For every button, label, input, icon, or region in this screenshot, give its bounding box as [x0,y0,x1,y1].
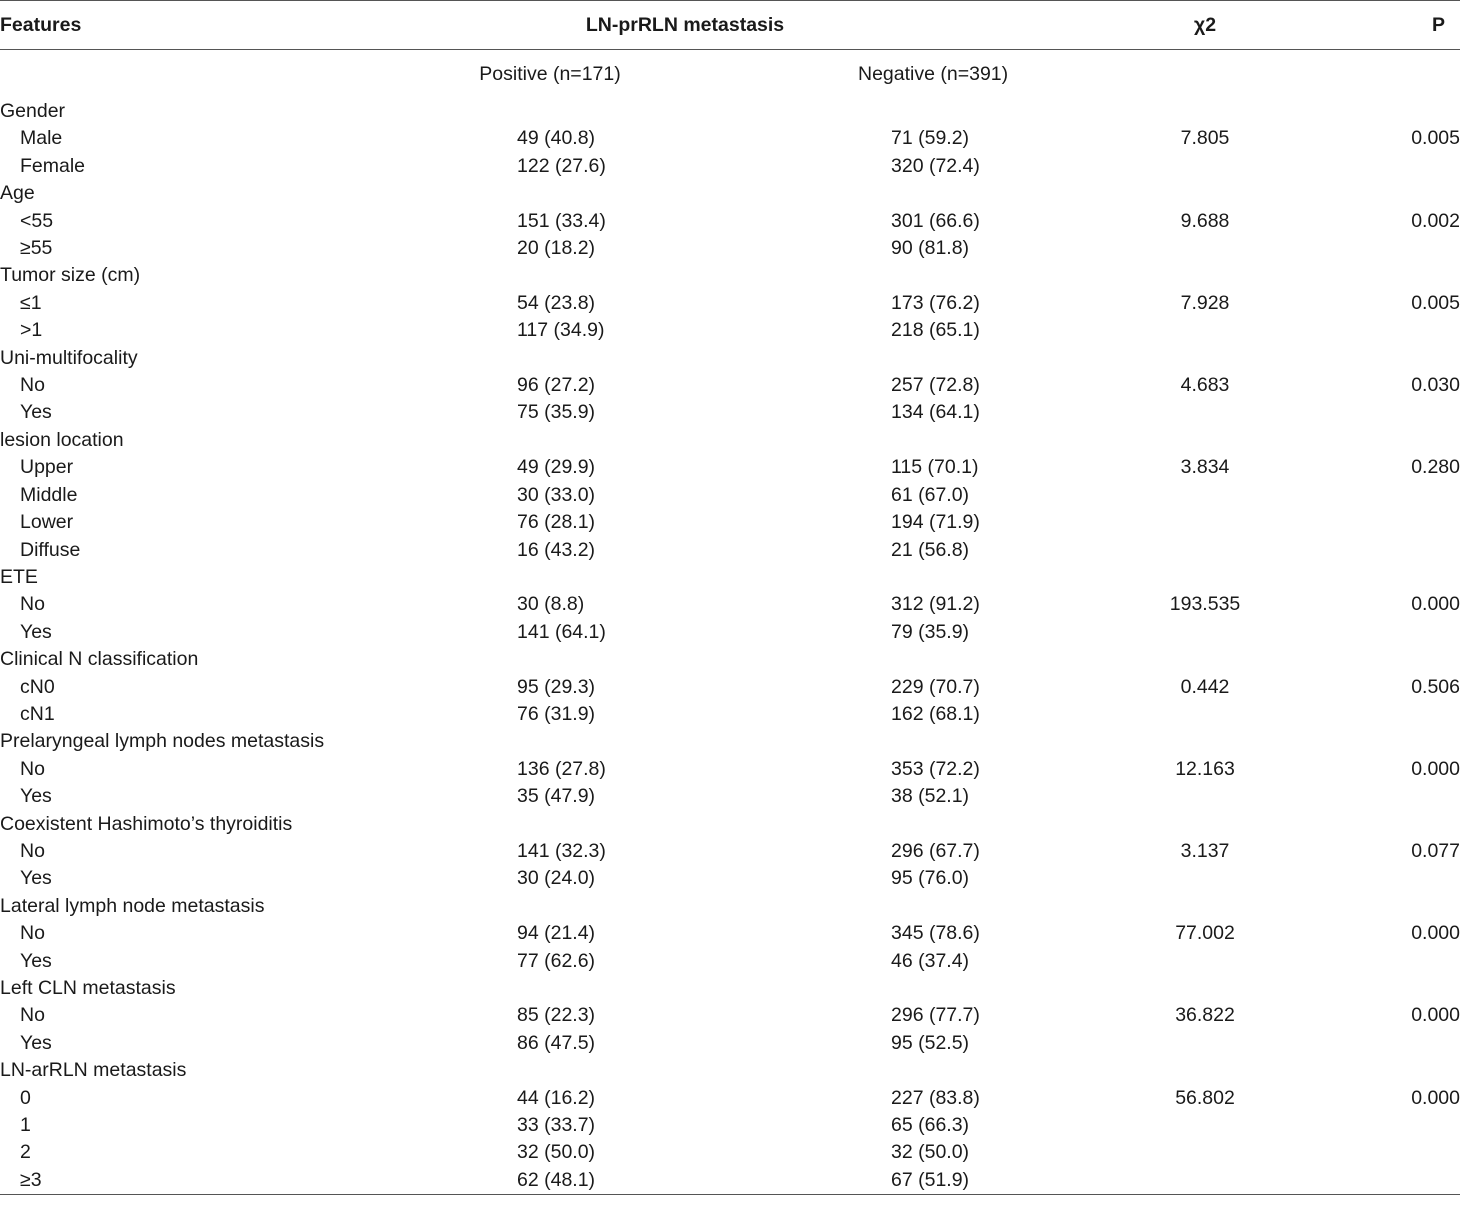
positive-value: 30 (33.0) [517,483,596,506]
positive-value: 86 (47.5) [517,1031,596,1054]
p-value [1340,317,1460,344]
chi-square-value [1070,728,1340,755]
p-value: 0.000 [1411,1004,1460,1027]
table-row [0,1030,1460,1057]
positive-value [300,728,800,755]
table-row [0,1112,1460,1139]
negative-value: 257 (72.8) [891,374,980,397]
p-value [1340,1139,1460,1166]
row-label: Female [20,154,86,177]
row-label: No [20,839,45,862]
table-row [0,153,1460,180]
negative-value: 353 (72.2) [891,757,980,780]
positive-value: 49 (29.9) [517,456,596,479]
chi-square-value [1070,427,1340,454]
negative-value [800,975,1070,1002]
chi-square-value [1070,180,1340,207]
table-row [0,1139,1460,1166]
chi-square-value [1070,619,1340,646]
positive-value: 151 (33.4) [517,209,606,232]
table-row [0,399,1460,426]
negative-value: 71 (59.2) [891,127,970,150]
p-value: 0.000 [1411,593,1460,616]
chi-square-value [1070,509,1340,536]
chi-square-value [1070,317,1340,344]
negative-value: 90 (81.8) [891,237,970,260]
positive-value [300,646,800,673]
table-row [0,591,1460,618]
row-label: No [20,593,45,616]
positive-value: 30 (24.0) [517,867,596,890]
row-label: Diffuse [20,538,81,561]
negative-value: 162 (68.1) [891,702,980,725]
positive-value: 62 (48.1) [300,1167,800,1195]
table-row [0,125,1460,152]
chi-square-value: 9.688 [1180,209,1230,232]
row-label: ≥55 [20,237,53,260]
chi-square-value [1070,399,1340,426]
category-label: LN-arRLN metastasis [0,1059,187,1082]
subheader-empty-p [1340,50,1460,99]
p-value [1340,235,1460,262]
row-label: Yes [20,401,52,424]
table-row [0,372,1460,399]
p-value [1340,865,1460,892]
p-value [1340,153,1460,180]
positive-value [300,975,800,1002]
negative-value: 61 (67.0) [891,483,970,506]
chi-square-value: 3.834 [1180,456,1230,479]
negative-value: 301 (66.6) [891,209,980,232]
negative-value [800,646,1070,673]
negative-value: 95 (76.0) [891,867,970,890]
row-label: cN0 [20,675,55,698]
table-row [0,208,1460,235]
category-label: Left CLN metastasis [0,977,176,999]
negative-value: 95 (52.5) [891,1031,970,1054]
positive-value: 75 (35.9) [517,401,596,424]
category-label: Coexistent Hashimoto’s thyroiditis [0,812,293,835]
table-body [0,98,1460,1195]
header-row [0,1,1460,50]
p-value [1340,701,1460,728]
positive-value [300,811,800,838]
negative-value [800,811,1070,838]
positive-value [300,427,800,454]
category-row [0,427,1460,454]
chi-square-value [1070,153,1340,180]
table-row [0,920,1460,947]
p-value [1340,1167,1460,1195]
category-row [0,98,1460,125]
chi-square-value [1070,1057,1340,1084]
p-value [1340,646,1460,673]
row-label: No [20,374,45,397]
positive-value: 122 (27.6) [517,154,606,177]
negative-value: 345 (78.6) [891,922,980,945]
category-label: Uni-multifocality [0,346,138,369]
p-value [1340,893,1460,920]
negative-value: 227 (83.8) [891,1086,980,1109]
p-value [1340,564,1460,591]
negative-value [800,180,1070,207]
chi-square-value [1070,811,1340,838]
chi-square-value: 3.137 [1180,839,1230,862]
p-value [1340,345,1460,372]
row-label: No [20,757,45,780]
p-value: 0.002 [1411,209,1460,232]
p-value: 0.280 [1411,456,1460,479]
negative-value: 38 (52.1) [891,785,970,808]
row-label: Upper [20,456,74,479]
row-label: 1 [20,1114,31,1137]
p-value [1340,1112,1460,1139]
positive-value [300,262,800,289]
table-row [0,537,1460,564]
table-row [0,1002,1460,1029]
negative-value: 79 (35.9) [891,620,970,643]
chi-square-value [1070,1167,1340,1195]
table-row [0,948,1460,975]
chi-square-value: 4.683 [1180,374,1230,397]
chi-square-value [1070,345,1340,372]
category-row [0,564,1460,591]
category-row [0,262,1460,289]
row-label: >1 [20,319,43,342]
positive-value: 117 (34.9) [517,319,605,342]
p-value [1340,811,1460,838]
p-value [1340,1030,1460,1057]
negative-value: 194 (71.9) [891,511,980,534]
negative-value: 218 (65.1) [891,319,980,342]
p-value [1340,98,1460,125]
category-row [0,1057,1460,1084]
chi-square-value [1070,262,1340,289]
p-value: 0.000 [1411,1086,1460,1109]
chi-square-value: 56.802 [1175,1086,1235,1109]
category-row [0,345,1460,372]
p-value [1340,427,1460,454]
p-value [1340,948,1460,975]
negative-value: 32 (50.0) [891,1141,970,1164]
chi-square-value [1070,1112,1340,1139]
table-row [0,317,1460,344]
header-p-value: P [1340,1,1460,50]
positive-value [300,1057,800,1084]
p-value: 0.030 [1411,374,1460,397]
category-label: ETE [0,565,38,588]
p-value [1340,975,1460,1002]
header-chi-square: χ2 [1070,1,1340,50]
header-group: LN-prRLN metastasis [300,1,1070,50]
negative-value: 296 (77.7) [891,1004,980,1027]
p-value [1340,783,1460,810]
negative-value: 21 (56.8) [891,538,970,561]
positive-value: 32 (50.0) [517,1141,596,1164]
chi-square-value [1070,701,1340,728]
category-label: Tumor size (cm) [0,264,141,287]
negative-value: 67 (51.9) [800,1167,1070,1195]
table-row [0,619,1460,646]
chi-square-value [1070,564,1340,591]
row-label: Yes [20,785,52,808]
category-row [0,811,1460,838]
p-value: 0.005 [1411,291,1460,314]
p-value: 0.000 [1411,757,1460,780]
negative-value [800,893,1070,920]
table-row [0,838,1460,865]
subheader-empty [0,50,300,99]
table-row [0,509,1460,536]
category-label: Clinical N classification [0,648,199,671]
positive-value [300,564,800,591]
positive-value: 20 (18.2) [517,237,596,260]
positive-value: 77 (62.6) [517,949,596,972]
row-label: 0 [20,1086,31,1109]
negative-value: 46 (37.4) [891,949,970,972]
row-label: Male [20,127,63,150]
chi-square-value [1070,1030,1340,1057]
subheader-row [0,50,1460,99]
row-label: ≤1 [20,291,42,314]
positive-value: 76 (31.9) [517,702,596,725]
row-label: ≥3 [0,1167,300,1195]
row-label: 2 [20,1141,31,1164]
chi-square-value [1070,893,1340,920]
chi-square-value [1070,865,1340,892]
table-row [0,290,1460,317]
chi-square-value [1070,98,1340,125]
table-row [0,701,1460,728]
row-label: <55 [20,209,54,232]
subheader-negative: Negative (n=391) [858,62,1009,85]
p-value [1340,482,1460,509]
row-label: Lower [20,511,74,534]
row-label: Yes [20,867,52,890]
positive-value: 54 (23.8) [517,291,596,314]
row-label: Yes [20,620,52,643]
p-value [1340,399,1460,426]
p-value [1340,728,1460,755]
chi-square-value: 7.805 [1180,127,1230,150]
negative-value [800,345,1070,372]
chi-square-value [1070,235,1340,262]
category-label: Lateral lymph node metastasis [0,894,265,917]
positive-value: 96 (27.2) [517,374,596,397]
table-row [0,235,1460,262]
positive-value [300,345,800,372]
row-label: No [20,922,45,945]
table-row [0,454,1460,481]
positive-value: 16 (43.2) [517,538,596,561]
row-label: Middle [20,483,78,506]
negative-value: 173 (76.2) [891,291,980,314]
positive-value [300,98,800,125]
negative-value: 65 (66.3) [891,1114,970,1137]
negative-value [800,262,1070,289]
chi-square-value [1070,537,1340,564]
positive-value: 85 (22.3) [517,1004,596,1027]
p-value: 0.000 [1411,922,1460,945]
subheader-positive: Positive (n=171) [479,62,621,85]
p-value [1340,1057,1460,1084]
chi-square-value [1070,948,1340,975]
p-value [1340,180,1460,207]
p-value [1340,619,1460,646]
negative-value: 312 (91.2) [891,593,980,616]
row-label: Yes [20,1031,52,1054]
positive-value: 94 (21.4) [517,922,596,945]
positive-value: 35 (47.9) [517,785,596,808]
negative-value: 115 (70.1) [891,456,979,479]
negative-value: 134 (64.1) [891,401,980,424]
positive-value: 49 (40.8) [517,127,596,150]
negative-value [800,427,1070,454]
chi-square-value [1070,646,1340,673]
positive-value: 141 (64.1) [517,620,606,643]
negative-value [800,98,1070,125]
chi-square-value [1070,1139,1340,1166]
category-label: Prelaryngeal lymph nodes metastasis [0,730,325,753]
chi-square-value [1070,482,1340,509]
table-row [0,783,1460,810]
negative-value: 229 (70.7) [891,675,980,698]
negative-value: 320 (72.4) [891,154,980,177]
positive-value: 141 (32.3) [517,839,606,862]
category-label: Age [0,182,35,205]
chi-square-value: 36.822 [1175,1004,1235,1027]
category-row [0,180,1460,207]
negative-value [800,564,1070,591]
subheader-empty-chi [1070,50,1340,99]
p-value [1340,537,1460,564]
negative-value [800,1057,1070,1084]
table-header [0,1,1460,99]
row-label: cN1 [20,702,55,725]
chi-square-value [1070,783,1340,810]
p-value: 0.005 [1411,127,1460,150]
category-row [0,646,1460,673]
table-row [0,1085,1460,1112]
table-row [0,482,1460,509]
header-features: Features [0,1,300,50]
positive-value: 30 (8.8) [517,593,585,616]
chi-square-value: 77.002 [1175,922,1235,945]
table-row [0,865,1460,892]
p-value: 0.506 [1411,675,1460,698]
positive-value: 33 (33.7) [517,1114,596,1137]
row-label: No [20,1004,45,1027]
category-row [0,728,1460,755]
chi-square-value [1070,975,1340,1002]
chi-square-value: 0.442 [1180,675,1230,698]
negative-value: 296 (67.7) [891,839,980,862]
positive-value: 95 (29.3) [517,675,596,698]
category-label: Gender [0,100,66,122]
row-label: Yes [20,949,52,972]
category-row [0,975,1460,1002]
negative-value [800,728,1070,755]
chi-square-value: 193.535 [1169,593,1241,616]
positive-value [300,180,800,207]
category-row [0,893,1460,920]
chi-square-value: 12.163 [1175,757,1235,780]
positive-value: 76 (28.1) [517,511,596,534]
table-row [0,1167,1460,1195]
positive-value: 44 (16.2) [517,1086,596,1109]
chi-square-value: 7.928 [1180,291,1230,314]
positive-value: 136 (27.8) [517,757,606,780]
table-row [0,756,1460,783]
p-value: 0.077 [1411,839,1460,862]
positive-value [300,893,800,920]
category-label: lesion location [0,428,124,451]
table-row [0,674,1460,701]
p-value [1340,509,1460,536]
p-value [1340,262,1460,289]
